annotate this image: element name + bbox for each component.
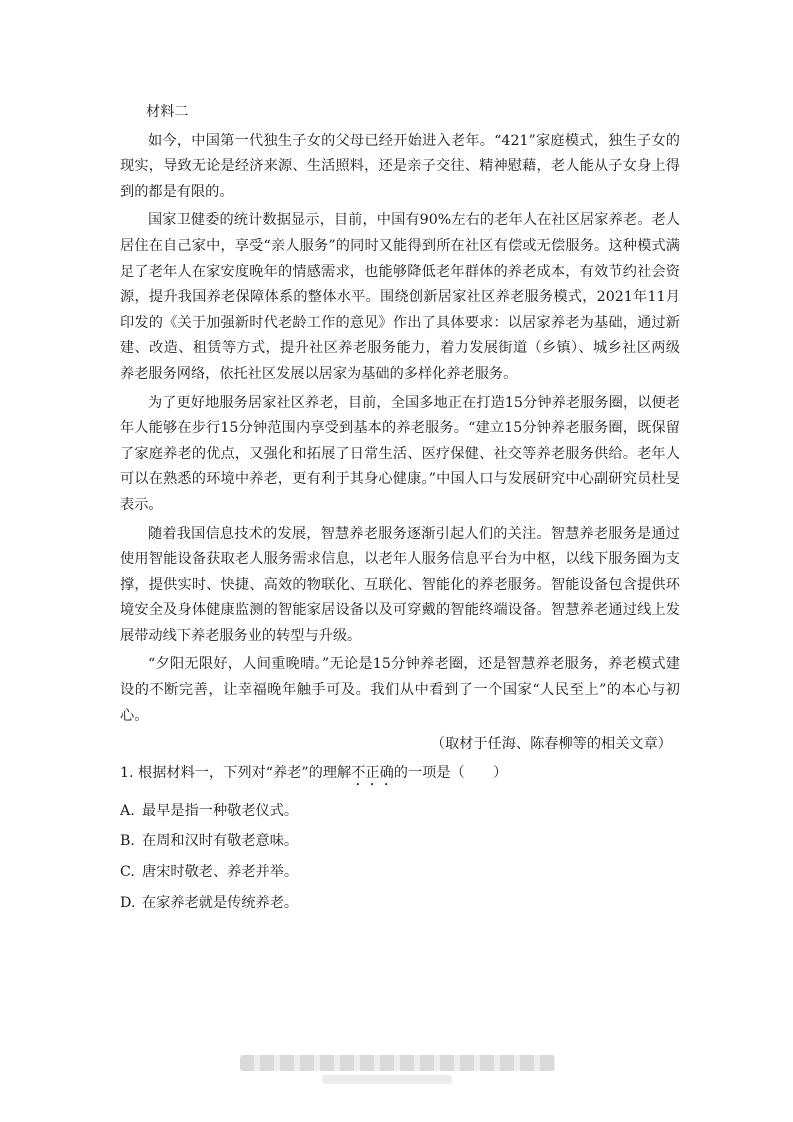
option-a <box>120 799 680 825</box>
option-d <box>120 891 680 917</box>
option-b <box>120 829 680 855</box>
paragraph: 为了更好地服务居家社区养老，目前，全国多地正在打造15分钟养老服务圈，以便老年人能够在步行15分钟范围内享受到基本的养老服务。“建立15分钟养老服务圈，既保留了家庭养老的优点，又强化和拓展了日常生活、医疗保健、社交等养老服务供给。老年人可以在熟悉的环境中养老，更有利于其身心健康。”中国人口与发展研究中心副研究员杜旻表示。 <box>120 394 680 513</box>
blurred-footer-sub <box>322 1075 452 1084</box>
question-emphasis: 不正确 <box>351 764 394 781</box>
question-stem <box>120 761 680 789</box>
paragraph: 国家卫健委的统计数据显示，目前，中国有90%左右的老年人在社区居家养老。老人居住在自己家中，享受“亲人服务”的同时又能得到所在社区有偿或无偿服务。这种模式满足了老年人在家安度晚年的情感需求，也能够降低老年群体的养老成本，有效节约社会资源，提升我国养老保障体系的整体水平。围绕创新居家社区养老服务模式，2021年11月印发的《关于加强新时代老龄工作的意见》作出了具体要求：以居家养老为基础，通过新建、改造、租赁等方式，提升社区养老服务能力，着力发展街道（乡镇）、城乡社区两级养老服务网络，依托社区发展以居家为基础的多样化养老服务。 <box>120 212 680 382</box>
option-letter: A. <box>120 802 135 819</box>
option-letter: D. <box>120 894 136 911</box>
option-text: 在周和汉时有敬老意味。 <box>142 833 299 850</box>
question-prefix: 1. 根据材料一，下列对“养老”的理解 <box>120 764 352 781</box>
source-citation: （取材于任海、陈春柳等的相关文章） <box>430 736 672 753</box>
option-text: 最早是指一种敬老仪式。 <box>142 802 299 819</box>
option-letter: B. <box>120 833 135 850</box>
option-text: 在家养老就是传统养老。 <box>142 894 299 911</box>
document-content <box>120 100 680 921</box>
question-suffix: 的一项是（ ） <box>393 764 508 781</box>
option-text: 唐宋时敬老、养老并举。 <box>142 864 299 881</box>
material-heading: 材料二 <box>146 104 189 120</box>
paragraph: 随着我国信息技术的发展，智慧养老服务逐渐引起人们的关注。智慧养老服务是通过使用智能设备获取老人服务需求信息，以老年人服务信息平台为中枢，以线下服务圈为支撑，提供实时、快捷、高效的物联化、互联化、智能化的养老服务。智能设备包含提供环境安全及身体健康监测的智能家居设备以及可穿戴的智能终端设备。智慧养老通过线上发展带动线下养老服务业的转型与升级。 <box>120 525 680 644</box>
blurred-footer <box>240 1055 555 1071</box>
option-letter: C. <box>120 864 135 881</box>
paragraph: “夕阳无限好，人间重晚晴。”无论是15分钟养老圈，还是智慧养老服务，养老模式建设的不断完善，让幸福晚年触手可及。我们从中看到了一个国家“人民至上”的本心与初心。 <box>120 656 680 724</box>
paragraph: 如今，中国第一代独生子女的父母已经开始进入老年。“421”家庭模式，独生子女的现实，导致无论是经济来源、生活照料，还是亲子交往、精神慰藉，老人能从子女身上得到的都是有限的。 <box>120 132 680 200</box>
option-c <box>120 860 680 886</box>
